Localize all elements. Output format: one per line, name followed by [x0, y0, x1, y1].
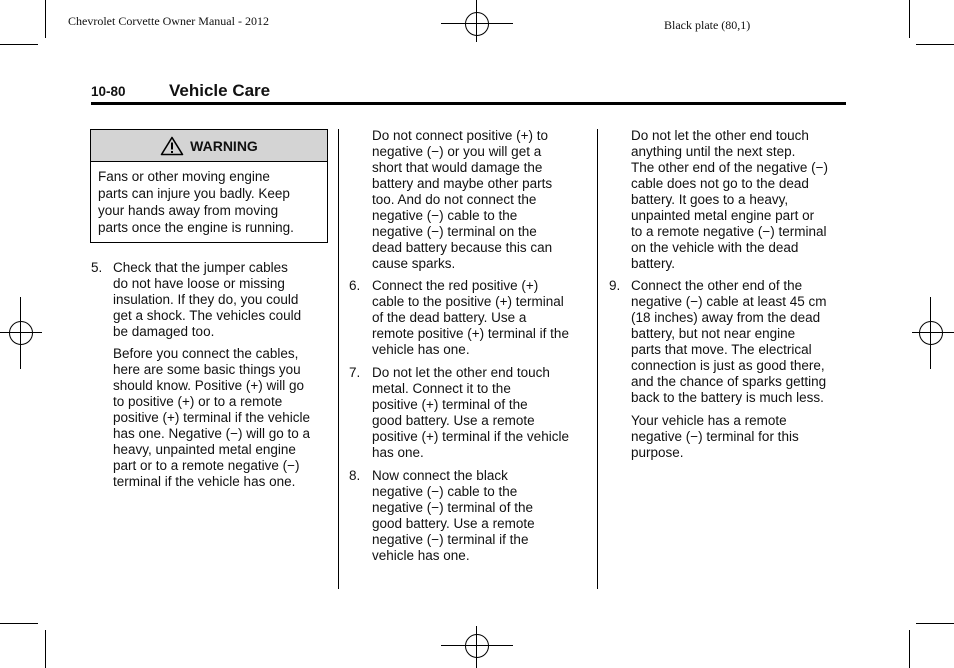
- text-line: unpainted metal engine part or: [631, 208, 815, 223]
- text-line: The other end of the negative (−): [631, 160, 829, 175]
- text-line: battery, but not near engine: [631, 326, 796, 341]
- text-line: vehicle has one.: [372, 342, 470, 357]
- text-line: positive (+) terminal if the vehicle: [372, 429, 569, 444]
- text-line: Check that the jumper cables: [113, 260, 288, 275]
- text-line: positive (+) terminal of the: [372, 397, 528, 412]
- text-line: negative (−) terminal on the: [372, 224, 537, 239]
- text-line: (18 inches) away from the dead: [631, 310, 821, 325]
- crop-mark: [0, 623, 38, 624]
- step-number: 7.: [349, 365, 361, 380]
- text-line: Do not let the other end touch: [372, 365, 550, 380]
- crop-mark: [909, 630, 910, 668]
- text-line: anything until the next step.: [631, 144, 796, 159]
- text-line: cause sparks.: [372, 256, 456, 271]
- text-line: on the vehicle with the dead: [631, 240, 799, 255]
- text-line: negative (−) terminal for this: [631, 429, 799, 444]
- crop-mark: [45, 630, 46, 668]
- text-line: Before you connect the cables,: [113, 346, 299, 361]
- document-title: Chevrolet Corvette Owner Manual - 2012: [68, 14, 269, 28]
- text-line: be damaged too.: [113, 324, 215, 339]
- text-line: negative (−) terminal if the: [372, 532, 529, 547]
- text-line: too. And do not connect the: [372, 192, 537, 207]
- text-line: and the chance of sparks getting: [631, 374, 827, 389]
- warning-title: WARNING: [190, 137, 258, 154]
- warning-header: [91, 130, 327, 162]
- section-number: 10-80: [91, 84, 126, 99]
- step-number: 9.: [609, 278, 621, 293]
- text-line: connection is just as good there,: [631, 358, 825, 373]
- text-line: to positive (+) or to a remote: [113, 394, 283, 409]
- step-8-text: [372, 468, 535, 564]
- text-line: good battery. Use a remote: [372, 516, 535, 531]
- step-number: 5.: [91, 260, 103, 275]
- text-line: negative (−) cable to the: [372, 208, 518, 223]
- crop-mark: [916, 623, 954, 624]
- text-line: cable to the positive (+) terminal: [372, 294, 564, 309]
- text-line: positive (+) terminal if the vehicle: [113, 410, 310, 425]
- section-heading: [91, 81, 270, 101]
- warning-triangle-icon: [160, 136, 184, 156]
- section-title: Vehicle Care: [169, 81, 271, 100]
- remote-terminal-paragraph: [631, 413, 799, 461]
- text-line: Do not connect positive (+) to: [372, 128, 548, 143]
- step-number: 6.: [349, 278, 361, 293]
- text-line: Fans or other moving engine: [98, 169, 270, 184]
- text-line: short that would damage the: [372, 160, 543, 175]
- text-line: back to the battery is much less.: [631, 390, 824, 405]
- crop-mark: [0, 44, 38, 45]
- step-number: 8.: [349, 468, 361, 483]
- column-divider: [338, 129, 339, 589]
- text-line: here are some basic things you: [113, 362, 301, 377]
- step-6-text: [372, 278, 569, 358]
- header-rule: [91, 102, 846, 105]
- text-line: parts can injure you badly. Keep: [98, 186, 290, 201]
- text-line: of the dead battery. Use a: [372, 310, 527, 325]
- warning-text: [91, 162, 327, 242]
- step-5-text: [113, 260, 301, 340]
- text-line: cable does not go to the dead: [631, 176, 809, 191]
- text-line: Connect the red positive (+): [372, 278, 539, 293]
- crop-mark: [916, 44, 954, 45]
- crop-mark: [45, 0, 46, 38]
- text-line: battery.: [631, 256, 676, 271]
- column-divider: [597, 129, 598, 589]
- text-line: battery and maybe other parts: [372, 176, 553, 191]
- text-line: part or to a remote negative (−): [113, 458, 300, 473]
- text-line: parts once the engine is running.: [98, 220, 294, 235]
- other-end-paragraph: [631, 128, 828, 272]
- text-line: Now connect the black: [372, 468, 508, 483]
- text-line: negative (−) or you will get a: [372, 144, 542, 159]
- step-9-text: [631, 278, 826, 406]
- warning-box: [90, 129, 328, 243]
- text-line: do not have loose or missing: [113, 276, 285, 291]
- text-line: has one.: [372, 445, 424, 460]
- text-line: parts that move. The electrical: [631, 342, 812, 357]
- text-line: remote positive (+) terminal if the: [372, 326, 569, 341]
- connection-caution-paragraph: [372, 128, 552, 272]
- text-line: heavy, unpainted metal engine: [113, 442, 296, 457]
- text-line: Your vehicle has a remote: [631, 413, 787, 428]
- text-line: insulation. If they do, you could: [113, 292, 299, 307]
- text-line: has one. Negative (−) will go to a: [113, 426, 310, 441]
- plate-label: Black plate (80,1): [664, 18, 751, 32]
- text-line: to a remote negative (−) terminal: [631, 224, 827, 239]
- text-line: should know. Positive (+) will go: [113, 378, 304, 393]
- text-line: dead battery because this can: [372, 240, 553, 255]
- text-line: negative (−) cable at least 45 cm: [631, 294, 827, 309]
- text-line: your hands away from moving: [98, 203, 279, 218]
- text-line: metal. Connect it to the: [372, 381, 511, 396]
- text-line: Connect the other end of the: [631, 278, 803, 293]
- crop-mark: [909, 0, 910, 38]
- text-line: battery. It goes to a heavy,: [631, 192, 789, 207]
- text-line: terminal if the vehicle has one.: [113, 474, 296, 489]
- text-line: purpose.: [631, 445, 684, 460]
- step-7-text: [372, 365, 569, 461]
- cable-basics-paragraph: [113, 346, 310, 490]
- text-line: Do not let the other end touch: [631, 128, 809, 143]
- text-line: negative (−) cable to the: [372, 484, 518, 499]
- text-line: get a shock. The vehicles could: [113, 308, 302, 323]
- text-line: negative (−) terminal of the: [372, 500, 533, 515]
- text-line: vehicle has one.: [372, 548, 470, 563]
- text-line: good battery. Use a remote: [372, 413, 535, 428]
